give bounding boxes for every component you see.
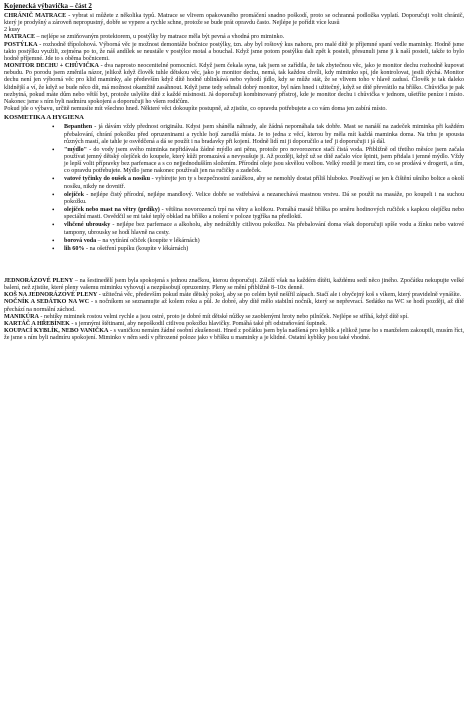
paragraph-text: - nehtíky miminek rostou velmi rychle a jsou ostré, proto je dobré mít dětské nůžky se zaoblenými hroty nebo pilníček. Nejlépe se stříhá, když dítě spí.	[38, 313, 409, 320]
section-heading-hygiene: KOSMETIKA A HYGIENA	[4, 114, 84, 122]
lead-term: NOČNÍK A SEDÁTKO NA WC	[4, 299, 90, 306]
paragraph-text: - s nočníkem se seznamujte až kolem roku a půl. Je dobré, aby dítě mělo stabilní nočník, který se nepřevrací. Sedátko na WC se hodí později, až dítě přechází na normální záchod.	[4, 299, 464, 313]
list-item	[64, 176, 464, 190]
paragraph-text: - dva naprosto neocenitelné pomocníci. Když jsem čekala syna, tak jsem se zařídila, že tak zbytečnou věc, jako je monitor dechu rozhodně kupovat nebudu. Po porodu jsem změnila názor, jelikož když člověk tuhle dětskou věc, jako je monitor dechu, nemá, tak každou chvíli, kdy miminko spí, jde kontrolovat, jestli dýchá. Monitor dechu není jen výborná věc pro klid maminky, ale především když dítě hodně ublinkává nebo vyhodí jídlo, kdy se může stát, že se vlivem toho v hlavě zadusí. Člověk je tak daleko klidnější a ví, že když se bude něco dít, má možnost okamžitě zasáhnout. Když jsme tedy sehnali dobrý monitor, byl nám hned i užitečný, když se dítě převrátilo na bříško. Chůvička je pak nezbytná, pokud máte dům nebo větší byt, protože uslyšíte dítě z každé místnosti. Já doporučuji kombinovaný přístroj, kde je monitor dechu i chůvička v jednom, ušetříte peníze i místo. Nakonec jsme s ním byli nadmíru spokojení a doporučuji ho všem rodičům.	[4, 63, 464, 105]
lead-term: lih 60%	[64, 245, 85, 252]
lead-term: vlhčené ubrousky	[64, 222, 111, 229]
lead-term: MATRACE	[4, 34, 36, 41]
lead-term: vatové tyčinky do oušek a nosíku	[64, 176, 151, 183]
paragraph-text: - většina novorozenců trpí na větry a kolikou. Pomáhá masáž bříška po směru hodinových ručiček s kapkou olejíčku nebo speciální masti. Osvědčil se mi také teplý obklad na bříško a nošení v poloze tygříka na předloktí.	[64, 207, 464, 221]
lead-term: olejíček	[64, 191, 84, 198]
lead-term: olejíček nebo mast na větry (prdíky)	[64, 207, 160, 214]
paragraph	[4, 13, 464, 27]
paragraph-text: - vybírejte jen ty s bezpečnostní zarážkou, aby se nemohly dostat příliš hluboko. Používají se jen k čištění ušního boltce a okolí nosíku, nikdy ne dovnitř.	[64, 176, 464, 190]
lead-term: MANIKÚRA	[4, 313, 39, 320]
outro-section	[4, 278, 464, 342]
intro-section	[4, 13, 464, 113]
paragraph	[4, 278, 464, 292]
lead-term: "mýdlo"	[64, 146, 88, 153]
list-item	[64, 222, 464, 236]
paragraph-text: – nejlépe se zmiňovaným protektorem, u postýlky by matrace měla být pevná a vhodná pro miminko.	[35, 34, 285, 41]
paragraph	[4, 328, 464, 342]
paragraph-text: - s vaničkou nemám žádné osobní zkušenosti. Hned z počátku jsem byla nadšená pro kyblík a jelikož jsme ho s manželem zakoupili, musím říct, že jsme s ním byli nadmíru spokojení. Miminko v něm sedí v přirozené poloze jako v bříšku u maminky a je klidné. Ostatní kyblíky jsou také vhodné.	[4, 328, 464, 342]
paragraph-text: - vybrat si můžete z několika typů. Matrace se vlivem opakovaného promáčení snadno poškodí, proto se ochranná podložka vyplatí. Doporučuji volit chránič, který je prodyšný a zároveň nepropustný, dobře se vypere a rychle schne, protože se bude prát opravdu často. Nejlépe je pořídit více kusů	[4, 13, 464, 27]
lead-term: CHRÁNIČ MATRACE	[4, 13, 67, 19]
lead-term: borová voda	[64, 237, 97, 244]
lead-term: KARTÁČ A HŘEBÍNEK	[4, 320, 70, 327]
paragraph-text: Pokud jde o výbavu, určitě nemusíte mít všechno hned. Některé věci dokoupíte postupně, až zjistíte, co opravdu potřebujete a co vám doma jen zabírá místo.	[4, 106, 387, 113]
document-title: Kojenecká výbavička – část 2	[4, 2, 92, 10]
list-item	[64, 124, 464, 145]
lead-term: JEDNORÁZOVÉ PLENY	[4, 278, 74, 284]
paragraph-text: - nejlépe bez parfemace a alkoholu, aby nedráždily citlivou pokožku. Na přebalování doma však doporučuji spíše vodu a žínku nebo vatové tampony, ubrousky se hodí hlavně na cesty.	[64, 222, 464, 236]
paragraph	[4, 106, 464, 113]
paragraph-text: - do vody jsem svého miminka nepřidávala žádné mýdlo ani pěnu, protože pro novorozence stačí čistá voda. Přibližně od třetího měsíce jsem začala používat jemný dětský olejíček do koupele, který kůži promazává a nevysušuje ji. Až později, když už se dítě začalo více špinit, jsem přidala i jemné mýdlo. Vždy je lepší volit přípravky bez parfemace a s co nejjednodušším složením. Přírodní oleje jsou skvělou volbou. Velký rozdíl je mezi tím, co se prodává v drogerii, a tím, co opravdu potřebujete. Mýdlo jsme nakonec používali jen na ručičky a zadeček.	[64, 146, 464, 175]
lead-term: KOŠ NA JEDNORÁZOVÉ PLENY	[4, 292, 98, 299]
paragraph-text: - rozhodně třípolohová. Výborná věc je možnost demontáže bočnice postýlky, tzn. aby byl roštový kus nahoru, pro malé dítě je příjemné spaní vedle maminky. Hodně jsme takto postýlku využili, zejména po to, že náš andílek se neustále v postýlce motal a bouchal. Když jsme potom postýlku dali zpět k posteli, přesunuli jsme ji k naší posteli, takže to bylo hodně příjemné. Jde to s oběma bočnicemi.	[4, 41, 464, 62]
paragraph-text: - nejlépe čistý přírodní, nejlépe mandlový. Velice dobře se vstřebává a nezanechává mastnou vrstvu. Dá se použít na masáže, po koupeli i na suchou pokožku.	[64, 191, 464, 205]
list-item	[64, 207, 464, 221]
paragraph	[4, 34, 464, 41]
hygiene-list	[4, 124, 464, 253]
list-item	[64, 238, 464, 245]
lead-term: MONITOR DECHU + CHŮVIČKA	[4, 63, 99, 70]
list-item	[64, 192, 464, 206]
paragraph-text: - užitečná věc, především pokud máte dětský pokoj, aby se po celém bytě nešířil zápach. Stačí ale i obyčejný koš s víkem, který pravidelně vynášíte.	[97, 292, 462, 299]
lead-term: Bepanthen	[64, 124, 93, 131]
paragraph	[4, 42, 464, 63]
paragraph	[4, 27, 464, 34]
paragraph-text: – na vytírání očiček (koupíte v lékárnách)	[96, 237, 200, 244]
paragraph	[4, 314, 464, 321]
paragraph-text: – na šestinedělí jsem byla spokojená s jednou značkou, kterou doporučuji. Záleží však na každém dítěti, každému sedí něco jiného. Zpočátku nekupujte velké balení, než zjistíte, které pleny vašemu miminku vyhovují a nezpůsobují opruzeniny. Pleny se mění přibližně 8–10x denně.	[4, 278, 464, 292]
paragraph-text: 2 kusy	[4, 27, 21, 34]
paragraph-text: - s jemnými štětinami, aby nepoškodil citlivou pokožku hlavičky. Pomáhá také při odstraňování šupinek.	[69, 320, 327, 327]
paragraph-text: - na ošetření pupíku (koupíte v lékárnách)	[84, 245, 189, 252]
paragraph-text: - já dávám vždy přednost originálu. Kdysi jsem sháněla náhrady, ale žádná nepomáhala tak dobře. Mast se nanáší na zadeček miminka při každém přebalování, chrání pokožku před opruzeninami a rychle hojí zarudlá místa. Je to jedna z věcí, kterou by měla mít každá maminka doma. Na trhu je spousta různých mastí, ale tahle je osvědčená a dá se použít i na bradavky při kojení. Hodně lidí mi ji doporučilo a teď ji doporučuji i já dál.	[64, 124, 464, 145]
paragraph	[4, 63, 464, 106]
lead-term: KOUPACÍ KYBLÍK, NEBO VANIČKA	[4, 328, 109, 335]
paragraph	[4, 299, 464, 313]
lead-term: POSTÝLKA	[4, 41, 38, 48]
spacer	[4, 254, 464, 278]
document-page	[0, 0, 468, 342]
list-item	[64, 147, 464, 176]
list-item	[64, 246, 464, 253]
